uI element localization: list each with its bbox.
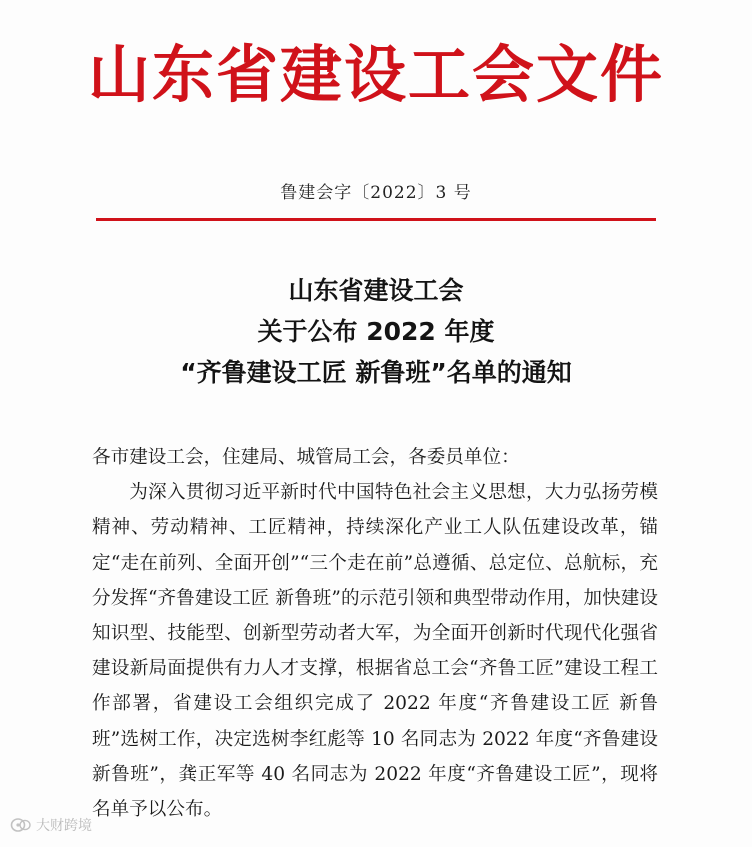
watermark — [10, 815, 92, 835]
red-divider-line — [96, 218, 656, 221]
notice-title-line-2: 关于公布 2022 年度 — [257, 317, 495, 346]
salutation: 各市建设工会，住建局、城管局工会，各委员单位： — [92, 447, 520, 468]
notice-title-line-1: 山东省建设工会 — [288, 276, 464, 305]
notice-title — [0, 270, 752, 393]
notice-body — [92, 440, 658, 827]
body-paragraph: 为深入贯彻习近平新时代中国特色社会主义思想，大力弘扬劳模精神、劳动精神、工匠精神，持续深化产业工人队伍建设改革，锚定“走在前列、全面开创”“三个走在前”总遵循、总定位、总航标，充分发挥“齐鲁建设工匠 新鲁班”的示范引领和典型带动作用，加快建设知识型、技能型、创新型劳动者大军，为全面开创新时代现代化强省建设新局面提供有力人才支撑，根据省总工会“齐鲁工匠”建设工程工作部署，省建设工会组织完成了 2022 年度“齐鲁建设工匠 新鲁班”选树工作，决定选树李红彪等 10 名同志为 2022 年度“齐鲁建设新鲁班”，龚正军等 40 名同志为 2022 年度“齐鲁建设工匠”，现将名单予以公布。 — [92, 482, 658, 821]
watermark-logo-icon — [10, 817, 32, 833]
watermark-text: 大财跨境 — [36, 818, 92, 834]
document-header-title: 山东省建设工会文件 — [87, 38, 664, 111]
document-number: 鲁建会字〔2022〕3 号 — [280, 183, 472, 203]
notice-title-line-3: “齐鲁建设工匠 新鲁班”名单的通知 — [180, 358, 572, 387]
